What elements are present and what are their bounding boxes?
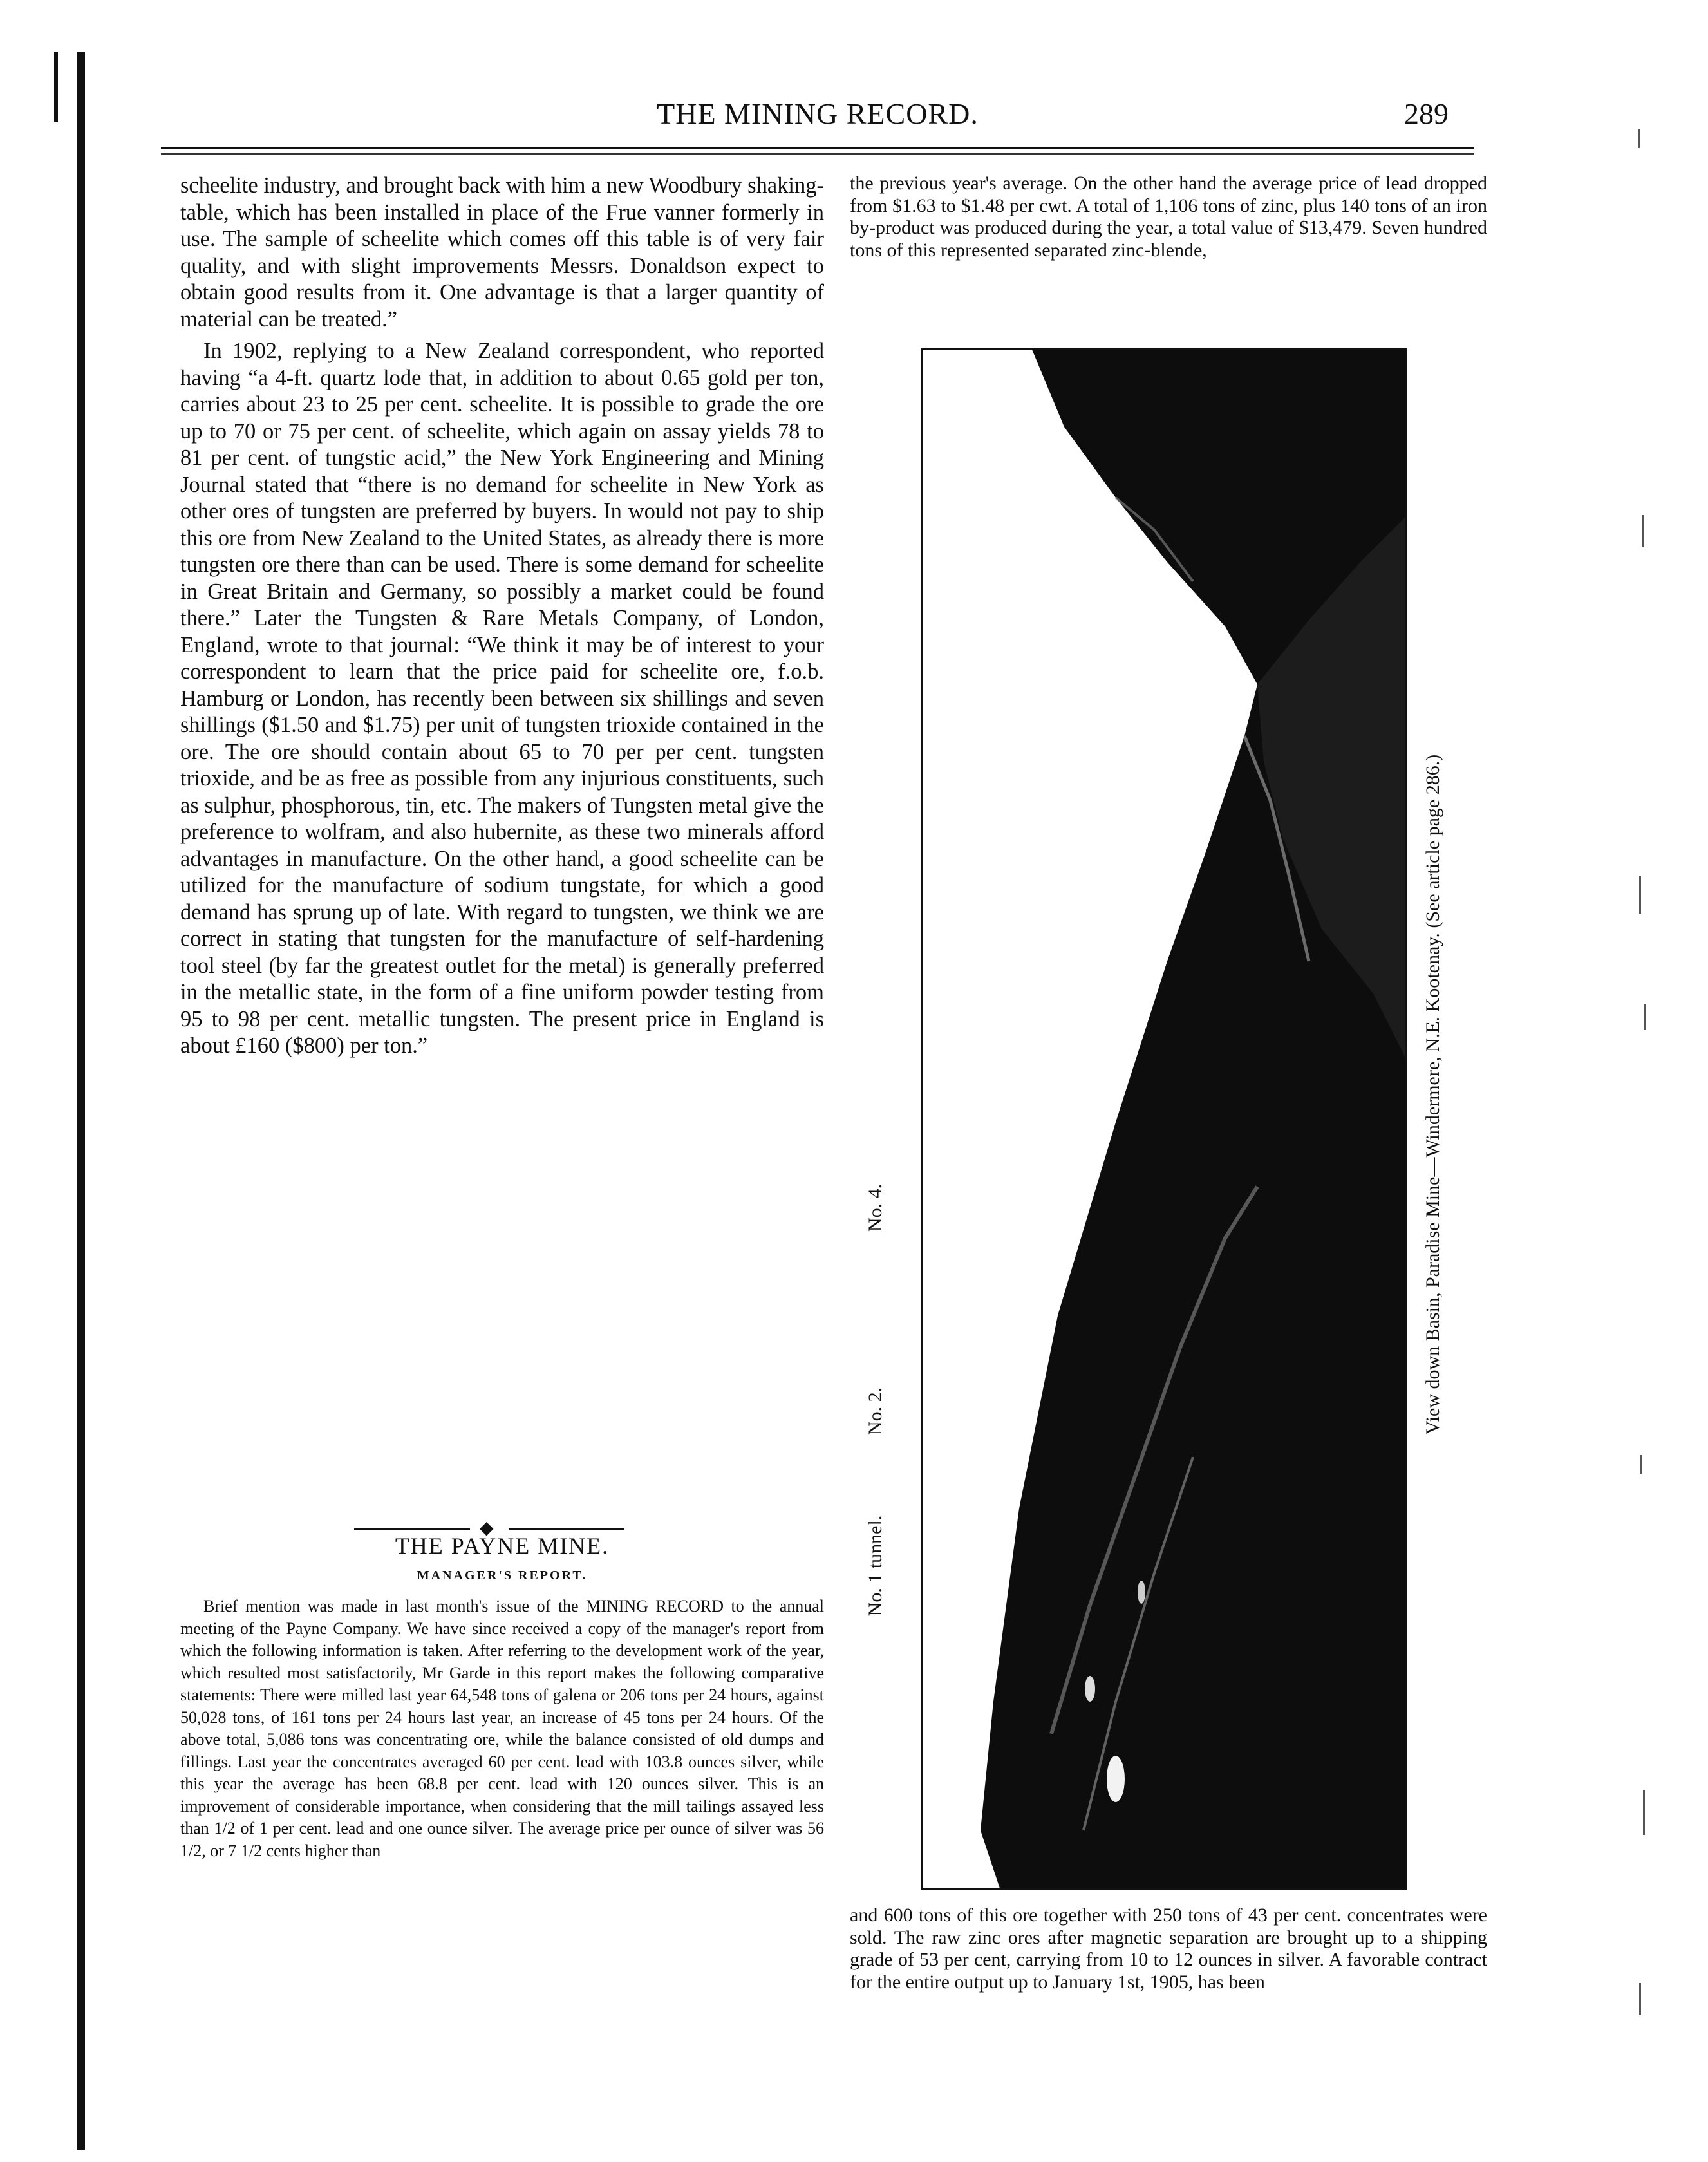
plate-label-tunnel: No. 1 tunnel.	[865, 1515, 886, 1617]
scan-edge-marks	[1635, 116, 1661, 2112]
basin-photograph	[921, 348, 1407, 1890]
page-header	[161, 90, 1474, 148]
article-paragraph: and 600 tons of this ore together with 250 tons of 43 per cent. concentrates were sold. The raw zinc ores after magnetic separation are brought up to a shipping grade of 53 per cent, carrying from 10 to 12 ounces in silver. A favorable contract for the entire output up to January 1st, 1905, has been	[850, 1904, 1487, 1993]
binding-edge	[77, 52, 85, 2150]
report-body	[180, 1595, 824, 1862]
plate-label-no4: No. 4.	[865, 1183, 886, 1232]
plate-caption: View down Basin, Paradise Mine—Windermere, N.E. Kootenay. (See article page 286.)	[1422, 754, 1443, 1435]
right-column-bottom	[850, 1904, 1487, 1993]
left-column	[180, 173, 824, 1065]
plate-label-no2: No. 2.	[865, 1387, 886, 1436]
running-head: THE MINING RECORD.	[657, 97, 979, 130]
photo-plate	[914, 341, 1410, 1893]
article-paragraph: scheelite industry, and brought back with him a new Woodbury shaking-table, which has been installed in place of the Frue vanner formerly in use. The sample of scheelite which comes off this table is of very fair quality, and with slight improvements Messrs. Donaldson expect to obtain good results from it. One advantage is that a larger quantity of material can be treated.”	[180, 173, 824, 332]
right-column-top	[850, 173, 1487, 261]
divider-line	[354, 1528, 470, 1530]
header-rule-thin	[161, 153, 1474, 155]
header-rule	[161, 147, 1474, 149]
section-title: THE PAYNE MINE.	[395, 1533, 610, 1559]
divider-ornament: ◆	[480, 1518, 494, 1538]
page-number: 289	[1404, 97, 1449, 130]
article-paragraph: In 1902, replying to a New Zealand correspondent, who reported having “a 4-ft. quartz lode that, in addition to about 0.65 gold per ton, carries about 23 to 25 per cent. scheelite. It is possible to grade the ore up to 70 or 75 per cent. of scheelite, which again on assay yields 78 to 81 per cent. of tungstic acid,” the New York Engineering and Mining Journal stated that “there is no demand for scheelite in New York as other ores of tungsten are preferred by buyers. In would not pay to ship this ore from New Zealand to the United States, as already there is more tungsten ore there than can be used. There is some demand for scheelite in Great Britain and Germany, so possibly a market could be found there.” Later the Tungsten & Rare Metals Company, of London, England, wrote to that journal: “We think it may be of interest to your correspondent to learn that the price paid for scheelite ore, f.o.b. Hamburg or London, has recently been between six shillings and seven shillings ($1.50 and $1.75) per unit of tungsten trioxide contained in the ore. The ore should contain about 65 to 70 per per cent. tungsten trioxide, and be as free as possible from any injurious constituents, such as sulphur, phosphorous, tin, etc. The makers of Tungsten metal give the preference to wolfram, and also hubernite, as these two minerals afford advantages in manufacture. On the other hand, a good scheelite can be utilized for the manufacture of sodium tungstate, for which a good demand has sprung up of late. With regard to tungsten, we think we are correct in stating that tungsten for the manufacture of self-hardening tool steel (by far the greatest outlet for the metal) is generally preferred in the metallic state, in the form of a fine uniform powder testing from 95 to 98 per cent. metallic tungsten. The present price in England is about £160 ($800) per ton.”	[180, 339, 824, 1058]
report-paragraph: Brief mention was made in last month's issue of the MINING RECORD to the annual meeting of the Payne Company. We have since received a copy of the manager's report from which the following information is taken. After referring to the development work of the year, which resulted most satisfactorily, Mr Garde in this report makes the following comparative statements: There were milled last year 64,548 tons of galena or 206 tons per 24 hours, against 50,028 tons, of 161 tons per 24 hours last year, an increase of 45 tons per 24 hours. Of the above total, 5,086 tons was concentrating ore, while the balance consisted of old dumps and fillings. Last year the concentrates averaged 60 per cent. lead with 103.8 ounces silver, while this year the average has been 68.8 per cent. lead with 120 ounces silver. This is an improvement of considerable importance, when considering that the mill tailings assayed less than 1/2 of 1 per cent. lead and one ounce silver. The average price per ounce of silver was 56 1/2, or 7 1/2 cents higher than	[180, 1597, 824, 1860]
divider-line	[509, 1528, 624, 1530]
section-subtitle: MANAGER'S REPORT.	[417, 1568, 588, 1583]
binding-mark	[54, 52, 58, 122]
article-paragraph: the previous year's average. On the other hand the average price of lead dropped from $1.63 to $1.48 per cwt. A total of 1,106 tons of zinc, plus 140 tons of an iron by-product was produced during the year, a total value of $13,479. Seven hundred tons of this represented separated zinc-blende,	[850, 173, 1487, 261]
photograph-image	[923, 350, 1405, 1888]
